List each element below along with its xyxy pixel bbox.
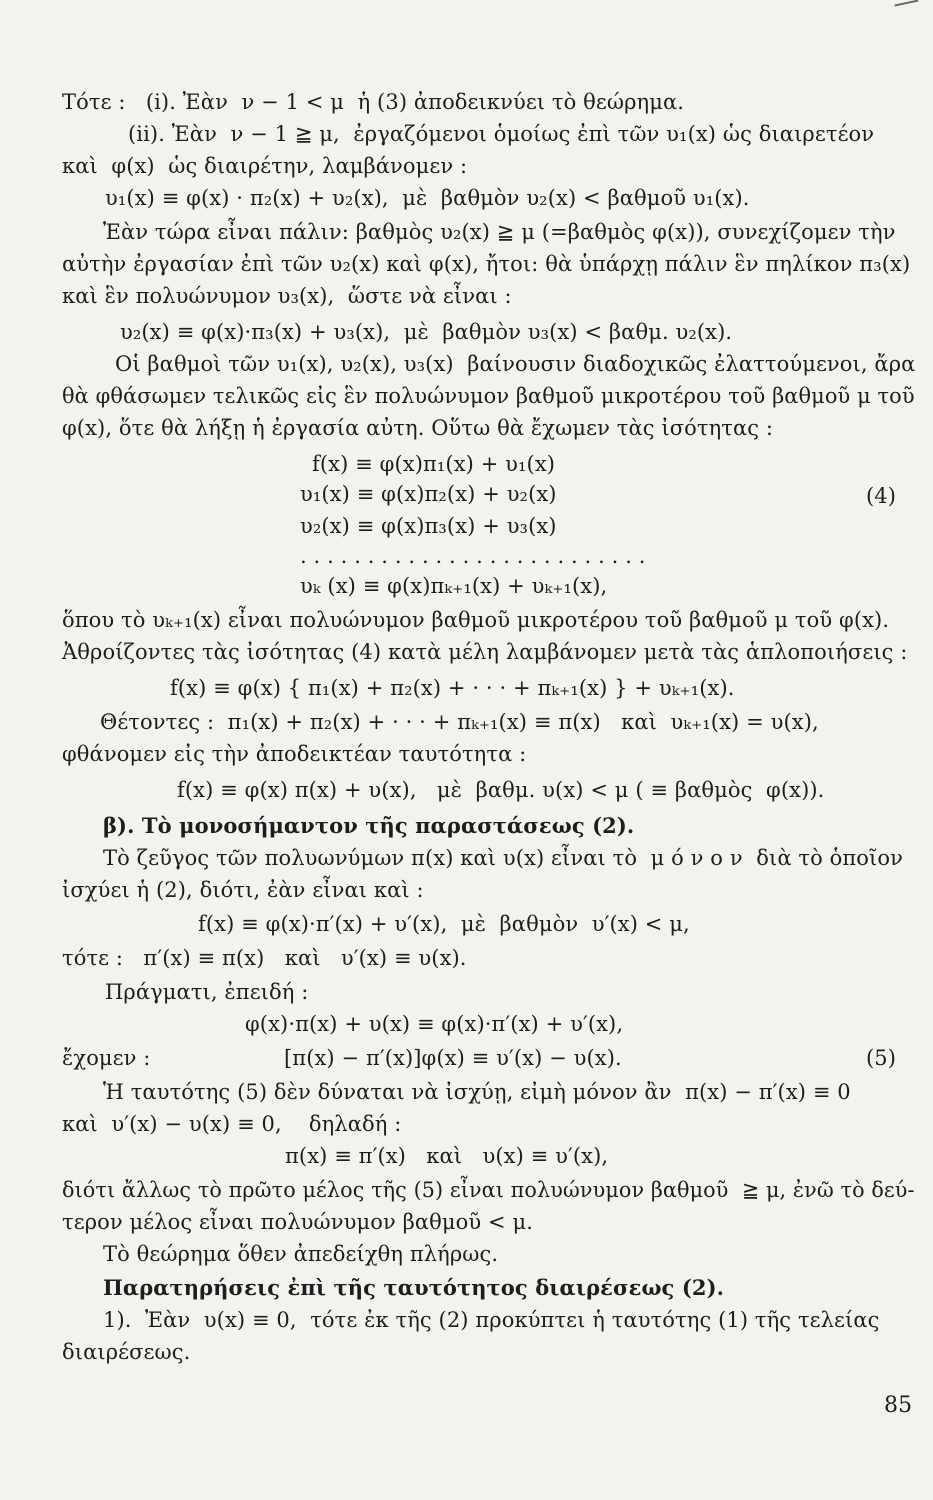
text-line: Οἱ βαθμοὶ τῶν υ₁(x), υ₂(x), υ₃(x) βαίνουσιν διαδοχικῶς ἐλαττούμενοι, ἄρα (115, 352, 916, 376)
text-line: Τότε : (i). Ἐὰν ν − 1 < μ ἡ (3) ἀποδεικνύει τὸ θεώρημα. (62, 90, 685, 114)
page-number: 85 (884, 1393, 913, 1418)
text-line: (ii). Ἐὰν ν − 1 ≧ μ, ἐργαζόμενοι ὁμοίως ἐπὶ τῶν υ₁(x) ὡς διαιρετέον (128, 122, 875, 146)
ellipsis-line: . . . . . . . . . . . . . . . . . . . . . . . . . . (300, 544, 646, 568)
equation-line: f(x) ≡ φ(x) { π₁(x) + π₂(x) + · · · + πₖ₊₁(x) } + υₖ₊₁(x). (170, 676, 735, 700)
equation-number: (4) (866, 484, 897, 508)
equation-line: υ₁(x) ≡ φ(x)π₂(x) + υ₂(x) (300, 482, 557, 506)
equation-line: φ(x)·π(x) + υ(x) ≡ φ(x)·π′(x) + υ′(x), (245, 1012, 624, 1036)
text-line: καὶ φ(x) ὡς διαιρέτην, λαμβάνομεν : (62, 154, 468, 178)
text-line: ἰσχύει ἡ (2), διότι, ἐὰν εἶναι καὶ : (62, 878, 424, 902)
text-line: τερον μέλος εἶναι πολυώνυμον βαθμοῦ < μ. (62, 1210, 534, 1234)
equation-line: π(x) ≡ π′(x) καὶ υ(x) ≡ υ′(x), (285, 1144, 609, 1168)
equation-line: υ₂(x) ≡ φ(x)·π₃(x) + υ₃(x), μὲ βαθμὸν υ₃(x) < βαθμ. υ₂(x). (120, 320, 733, 344)
equation-line: υₖ (x) ≡ φ(x)πₖ₊₁(x) + υₖ₊₁(x), (300, 574, 608, 598)
text-line: διότι ἄλλως τὸ πρῶτο μέλος τῆς (5) εἶναι πολυώνυμον βαθμοῦ ≧ μ, ἐνῶ τὸ δεύ- (62, 1178, 915, 1202)
text-line: θὰ φθάσωμεν τελικῶς εἰς ἓν πολυώνυμον βαθμοῦ μικροτέρου τοῦ βαθμοῦ μ τοῦ (62, 384, 915, 408)
text-line: Ἐὰν τώρα εἶναι πάλιν: βαθμὸς υ₂(x) ≧ μ (=βαθμὸς φ(x)), συνεχίζομεν τὴν (103, 220, 896, 244)
section-heading: β). Τὸ μονοσήμαντον τῆς παραστάσεως (2). (103, 813, 635, 838)
equation-line: υ₂(x) ≡ φ(x)π₃(x) + υ₃(x) (300, 514, 557, 538)
text-line: Τὸ θεώρημα ὅθεν ἀπεδείχθη πλήρως. (103, 1242, 499, 1266)
corner-mark (894, 0, 919, 12)
equation-label: ἔχομεν : (62, 1046, 151, 1070)
text-line: φθάνομεν εἰς τὴν ἀποδεικτέαν ταυτότητα : (62, 742, 527, 766)
text-line: Τὸ ζεῦγος τῶν πολυωνύμων π(x) καὶ υ(x) εἶναι τὸ μ ό ν ο ν διὰ τὸ ὁποῖον (103, 846, 903, 870)
text-line: Ἡ ταυτότης (5) δὲν δύναται νὰ ἰσχύῃ, εἰμὴ μόνον ἂν π(x) − π′(x) ≡ 0 (103, 1080, 851, 1104)
equation-line: f(x) ≡ φ(x)·π′(x) + υ′(x), μὲ βαθμὸν υ′(x) < μ, (198, 912, 690, 936)
text-line: ὅπου τὸ υₖ₊₁(x) εἶναι πολυώνυμον βαθμοῦ μικροτέρου τοῦ βαθμοῦ μ τοῦ φ(x). (62, 608, 890, 632)
text-line: φ(x), ὅτε θὰ λήξῃ ἡ ἐργασία αὐτη. Οὕτω θὰ ἔχωμεν τὰς ἰσότητας : (62, 416, 774, 440)
text-line: καὶ ἓν πολυώνυμον υ₃(x), ὥστε νὰ εἶναι : (62, 284, 512, 308)
equation-line: f(x) ≡ φ(x) π(x) + υ(x), μὲ βαθμ. υ(x) < μ ( ≡ βαθμὸς φ(x)). (177, 778, 825, 802)
text-line: αὐτὴν ἐργασίαν ἐπὶ τῶν υ₂(x) καὶ φ(x), ἤτοι: θὰ ὑπάρχῃ πάλιν ἓν πηλίκον π₃(x) (62, 252, 911, 276)
text-line: Πράγματι, ἐπειδή : (105, 980, 309, 1004)
text-line: καὶ υ′(x) − υ(x) ≡ 0, δηλαδή : (62, 1112, 402, 1136)
text-line: διαιρέσεως. (62, 1340, 191, 1364)
text-line: υ₁(x) ≡ φ(x) · π₂(x) + υ₂(x), μὲ βαθμὸν υ₂(x) < βαθμοῦ υ₁(x). (105, 186, 750, 210)
text-line: 1). Ἐὰν υ(x) ≡ 0, τότε ἐκ τῆς (2) προκύπτει ἡ ταυτότης (1) τῆς τελείας (103, 1308, 880, 1332)
section-heading: Παρατηρήσεις ἐπὶ τῆς ταυτότητος διαιρέσεως (2). (103, 1275, 725, 1300)
equation-number: (5) (866, 1046, 897, 1070)
text-line: Θέτοντες : π₁(x) + π₂(x) + · · · + πₖ₊₁(x) ≡ π(x) καὶ υₖ₊₁(x) = υ(x), (100, 710, 819, 734)
equation-line: [π(x) − π′(x)]φ(x) ≡ υ′(x) − υ(x). (284, 1046, 622, 1070)
text-line: Ἀθροίζοντες τὰς ἰσότητας (4) κατὰ μέλη λαμβάνομεν μετὰ τὰς ἁπλοποιήσεις : (62, 640, 908, 664)
equation-line: f(x) ≡ φ(x)π₁(x) + υ₁(x) (312, 452, 556, 476)
text-line: τότε : π′(x) ≡ π(x) καὶ υ′(x) ≡ υ(x). (62, 946, 467, 970)
